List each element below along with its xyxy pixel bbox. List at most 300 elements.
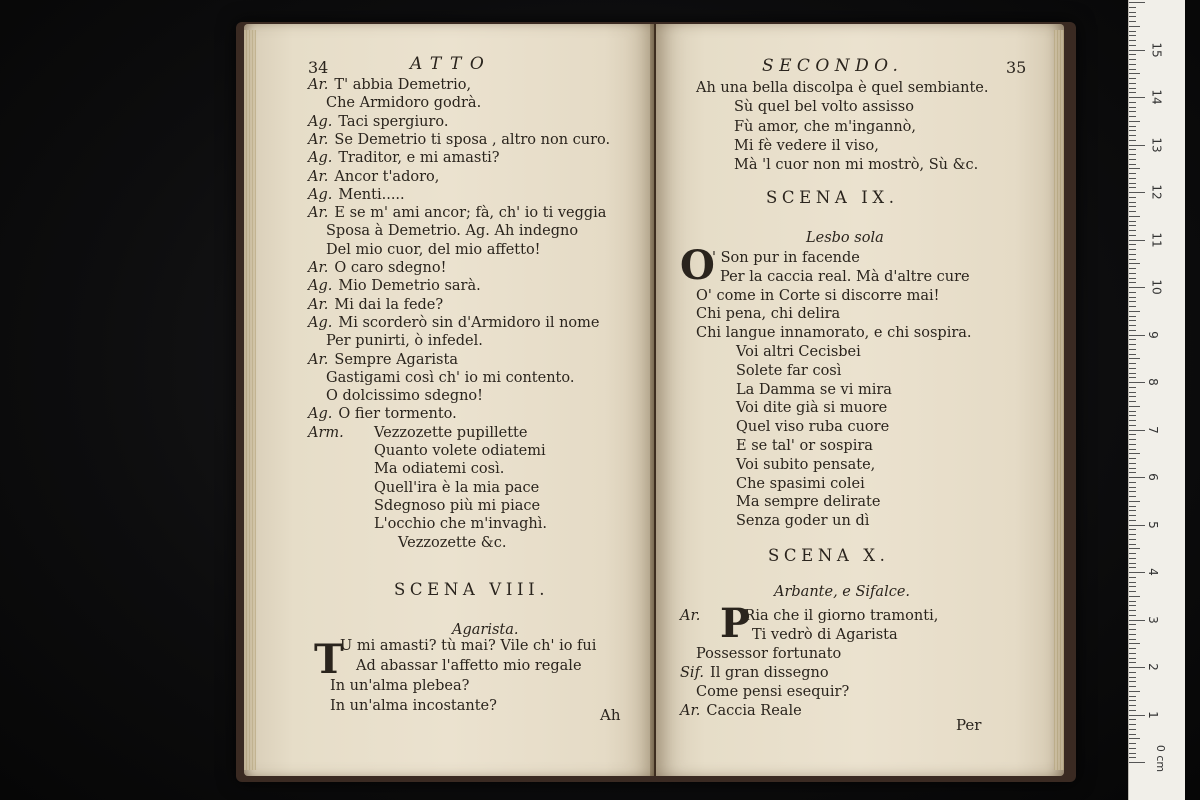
speaker-label: Ag.	[308, 278, 333, 295]
ruler-tick	[1129, 64, 1136, 65]
dialogue-text: Quanto volete odiatemi	[374, 443, 546, 459]
ruler-tick	[1129, 734, 1136, 735]
ruler-tick	[1129, 368, 1136, 369]
dialogue-line	[374, 498, 540, 514]
dialogue-text: Per punirti, ò infedel.	[326, 333, 483, 350]
dialogue-line	[326, 95, 481, 111]
ruler-tick	[1129, 387, 1136, 388]
dialogue-line	[308, 425, 527, 441]
ruler-tick	[1129, 639, 1136, 640]
ruler-tick	[1129, 116, 1136, 117]
dialogue-text: Come pensi esequir?	[696, 684, 850, 700]
ruler-tick	[1129, 154, 1136, 155]
right-page	[656, 24, 1064, 776]
dialogue-line	[680, 703, 802, 719]
ruler-tick	[1129, 434, 1136, 435]
dialogue-line	[398, 535, 506, 551]
open-book	[244, 24, 1064, 776]
dialogue-text: Quell'ira è la mia pace	[374, 479, 540, 496]
ruler-tick	[1129, 45, 1136, 46]
ruler-tick	[1129, 249, 1136, 250]
ruler-tick	[1129, 724, 1136, 725]
ruler-tick	[1129, 563, 1136, 564]
ruler-tick	[1129, 363, 1136, 364]
ruler-tick	[1129, 591, 1136, 592]
ruler-number: 8	[1145, 378, 1160, 386]
ruler-tick	[1129, 463, 1136, 464]
ruler-tick	[1129, 97, 1145, 98]
ruler-tick	[1129, 401, 1136, 402]
ruler-tick	[1129, 358, 1140, 359]
ruler-tick	[1129, 605, 1136, 606]
ruler-tick	[1129, 672, 1136, 673]
ruler-tick	[1129, 615, 1136, 616]
scene-viii-line: Ad abassar l'affetto mio regale	[356, 658, 582, 674]
ruler-number: 15	[1149, 41, 1164, 58]
ruler-tick	[1129, 306, 1136, 307]
ruler-tick	[1129, 26, 1140, 27]
ruler-tick	[1129, 449, 1136, 450]
scene-ix-line: Che spasimi colei	[736, 475, 865, 492]
ruler-tick	[1129, 691, 1140, 692]
ruler-tick	[1129, 496, 1136, 497]
ruler-tick	[1129, 135, 1136, 136]
ruler-tick	[1129, 92, 1136, 93]
speaker-label: Ag.	[308, 186, 333, 203]
speaker-label: Ar.	[308, 77, 329, 93]
ruler-number: 9	[1145, 330, 1160, 339]
ruler-tick	[1129, 216, 1140, 217]
dialogue-line	[308, 315, 599, 331]
dialogue-text: Ria che il giorno tramonti,	[744, 608, 939, 624]
ruler-tick	[1129, 78, 1136, 79]
ruler-tick	[1129, 168, 1140, 169]
ruler-tick	[1129, 567, 1136, 568]
drop-cap-p: P	[720, 600, 751, 647]
dialogue-line	[374, 480, 539, 496]
ruler-tick	[1129, 206, 1136, 207]
ruler-tick	[1129, 88, 1136, 89]
scene-viii-line: In un'alma incostante?	[330, 698, 497, 714]
speaker-label: Ar.	[308, 351, 329, 368]
dialogue-text: Che Armidoro godrà.	[326, 95, 482, 112]
ruler-tick	[1129, 681, 1136, 682]
dialogue-text: Gastigami così ch' io mi contento.	[326, 369, 575, 386]
measuring-ruler	[1128, 0, 1185, 800]
ruler-tick	[1129, 382, 1145, 383]
ruler-number: 7	[1145, 425, 1160, 434]
dialogue-text: T' abbia Demetrio,	[334, 77, 472, 93]
ruler-tick	[1129, 235, 1136, 236]
ruler-tick	[1129, 653, 1136, 654]
ruler-tick	[1129, 59, 1136, 60]
speaker-label: Ar.	[308, 168, 329, 185]
ruler-tick	[1129, 582, 1136, 583]
ruler-tick	[1129, 373, 1136, 374]
ruler-tick	[1129, 178, 1136, 179]
ruler-tick	[1129, 244, 1136, 245]
dialogue-line	[680, 608, 938, 624]
scene-ix-line: Solete far così	[736, 362, 842, 379]
ruler-tick	[1129, 710, 1136, 711]
ruler-tick	[1129, 482, 1136, 483]
scene-ix-cue: Lesbo sola	[806, 230, 884, 246]
ruler-tick	[1129, 149, 1136, 150]
ruler-tick	[1129, 624, 1136, 625]
dialogue-line	[326, 242, 541, 258]
ruler-tick	[1129, 330, 1136, 331]
speaker-label: Ar.	[308, 131, 329, 148]
dialogue-text: Ti vedrò di Agarista	[752, 627, 898, 643]
dialogue-text: Caccia Reale	[706, 703, 802, 719]
ruler-tick	[1129, 111, 1136, 112]
ruler-tick	[1129, 377, 1136, 378]
ruler-tick	[1129, 596, 1140, 597]
dialogue-text: Traditor, e mi amasti?	[338, 150, 500, 167]
ruler-tick	[1129, 529, 1136, 530]
ruler-number: 2	[1145, 663, 1160, 671]
ruler-tick	[1129, 297, 1136, 298]
ruler-tick	[1129, 620, 1145, 621]
left-page-number: 34	[308, 58, 329, 77]
dialogue-line	[326, 388, 483, 404]
ruler-tick	[1129, 715, 1145, 716]
scene-ix-line: E se tal' or sospira	[736, 438, 873, 454]
dialogue-line	[308, 278, 481, 294]
ruler-tick	[1129, 586, 1136, 587]
ruler-tick	[1129, 487, 1136, 488]
dialogue-line	[308, 77, 471, 93]
speaker-label: Ar.	[308, 205, 329, 222]
scene-viii-cue: Agarista.	[452, 622, 519, 638]
dialogue-text: O fier tormento.	[338, 406, 457, 423]
ruler-tick	[1129, 558, 1136, 559]
dialogue-line	[308, 132, 610, 148]
scene-x-title: SCENA X.	[768, 546, 890, 565]
ruler-tick	[1129, 425, 1136, 426]
ruler-tick	[1129, 491, 1136, 492]
ruler-tick	[1129, 21, 1136, 22]
dialogue-text: Il gran dissegno	[710, 665, 829, 681]
ruler-tick	[1129, 344, 1136, 345]
right-page-header: SECONDO.	[762, 56, 904, 76]
scene-ix-line: Senza goder un dì	[736, 513, 870, 530]
ruler-tick	[1129, 339, 1136, 340]
ruler-tick	[1129, 2, 1145, 3]
ruler-tick	[1129, 7, 1136, 8]
ruler-tick	[1129, 468, 1136, 469]
ruler-tick	[1129, 107, 1136, 108]
page-edge-right	[1054, 30, 1064, 770]
ruler-tick	[1129, 525, 1145, 526]
ruler-number: 6	[1145, 473, 1160, 481]
ruler-number: 12	[1149, 184, 1164, 200]
dialogue-text: Vezzozette pupillette	[374, 424, 528, 441]
speaker-label: Ag.	[308, 314, 333, 331]
dialogue-text: Possessor fortunato	[696, 646, 842, 662]
left-page-header: ATTO	[410, 54, 493, 74]
scene-ix-line: Voi dite già si muore	[736, 400, 888, 417]
right-catchword: Per	[956, 716, 982, 734]
ruler-tick	[1129, 743, 1136, 744]
scene-ix-line: O' come in Corte si discorre mai!	[696, 287, 940, 304]
ruler-tick	[1129, 83, 1136, 84]
speaker-label: Ar.	[308, 296, 329, 313]
scene-viii-line: U mi amasti? tù mai? Vile ch' io fui	[340, 638, 597, 654]
dialogue-line	[308, 297, 443, 313]
ruler-number: 10	[1149, 279, 1164, 295]
right-page-number: 35	[1006, 58, 1027, 77]
ruler-tick	[1129, 183, 1136, 184]
ruler-tick	[1129, 54, 1136, 55]
scene-ix-line: Ma sempre delirate	[736, 494, 881, 511]
ruler-tick	[1129, 420, 1136, 421]
ruler-tick	[1129, 643, 1140, 644]
ruler-tick	[1129, 572, 1145, 573]
dialogue-text: Sposa à Demetrio. Ag. Ah indegno	[326, 223, 579, 240]
ruler-tick	[1129, 202, 1136, 203]
dialogue-text: Ancor t'adoro,	[334, 168, 440, 185]
ruler-tick	[1129, 173, 1136, 174]
left-page	[244, 24, 654, 776]
dialogue-line	[326, 370, 574, 386]
dialogue-line	[308, 352, 458, 368]
ruler-tick	[1129, 658, 1136, 659]
ruler-tick	[1129, 520, 1136, 521]
dialogue-text: Menti.....	[338, 186, 405, 203]
ruler-number: 13	[1149, 136, 1164, 153]
page-edge-left	[244, 30, 256, 770]
dialogue-line	[374, 516, 547, 532]
scene-ix-line: Voi subito pensate,	[736, 456, 876, 473]
dialogue-text: Se Demetrio ti sposa , altro non curo.	[334, 131, 611, 148]
ruler-tick	[1129, 145, 1145, 146]
ruler-tick	[1129, 501, 1140, 502]
speaker-label: Ag.	[308, 113, 333, 130]
ruler-tick	[1129, 719, 1136, 720]
ruler-tick	[1129, 577, 1136, 578]
dialogue-text: Sempre Agarista	[334, 351, 458, 368]
scene-x-cue: Arbante, e Sifalce.	[774, 584, 911, 600]
verse-line: Mà 'l cuor non mi mostrò, Sù &c.	[734, 157, 979, 173]
ruler-tick	[1129, 677, 1136, 678]
verse-line: Fù amor, che m'ingannò,	[734, 119, 916, 135]
dialogue-line	[680, 665, 829, 681]
dialogue-line	[374, 461, 504, 477]
ruler-tick	[1129, 325, 1136, 326]
ruler-tick	[1129, 610, 1136, 611]
dialogue-line	[374, 443, 546, 459]
scene-ix-title: SCENA IX.	[766, 188, 899, 207]
scene-ix-line: Quel viso ruba cuore	[736, 419, 890, 436]
ruler-tick	[1129, 287, 1145, 288]
verse-line: Sù quel bel volto assisso	[734, 99, 914, 115]
ruler-tick	[1129, 221, 1136, 222]
ruler-tick	[1129, 444, 1136, 445]
dialogue-line	[696, 646, 841, 662]
ruler-tick	[1129, 31, 1136, 32]
ruler-tick	[1129, 439, 1136, 440]
speaker-label: Ar.	[680, 608, 701, 624]
dialogue-line	[308, 114, 448, 130]
ruler-tick	[1129, 510, 1136, 511]
dialogue-text: Sdegnoso più mi piace	[374, 497, 541, 514]
ruler-tick	[1129, 316, 1136, 317]
ruler-tick	[1129, 548, 1140, 549]
speaker-label: Ar.	[308, 260, 329, 276]
ruler-number: 1	[1145, 710, 1160, 719]
dialogue-line	[308, 187, 405, 203]
ruler-tick	[1129, 187, 1136, 188]
ruler-tick	[1129, 263, 1140, 264]
ruler-unit-label: 0 cm	[1154, 744, 1168, 773]
scene-ix-line: Chi langue innamorato, e chi sospira.	[696, 325, 972, 342]
scene-ix-line: Voi altri Cecisbei	[736, 344, 861, 360]
ruler-tick	[1129, 311, 1140, 312]
ruler-tick	[1129, 539, 1136, 540]
drop-cap-t: T	[314, 636, 344, 683]
verse-line: Ah una bella discolpa è quel sembiante.	[696, 80, 989, 96]
ruler-tick	[1129, 458, 1136, 459]
speaker-label: Arm.	[308, 424, 344, 441]
ruler-tick	[1129, 349, 1136, 350]
ruler-tick	[1129, 16, 1136, 17]
ruler-tick	[1129, 335, 1145, 336]
ruler-tick	[1129, 73, 1140, 74]
ruler-tick	[1129, 406, 1140, 407]
dialogue-text: Vezzozette &c.	[398, 534, 507, 551]
dialogue-text: L'occhio che m'invaghì.	[374, 516, 547, 533]
ruler-tick	[1129, 515, 1136, 516]
speaker-label: Ag.	[308, 150, 333, 167]
ruler-tick	[1129, 757, 1136, 758]
ruler-tick	[1129, 69, 1136, 70]
ruler-tick	[1129, 453, 1140, 454]
ruler-tick	[1129, 662, 1136, 663]
ruler-tick	[1129, 121, 1140, 122]
ruler-number: 11	[1149, 231, 1164, 248]
ruler-tick	[1129, 211, 1136, 212]
dialogue-text: O dolcissimo sdegno!	[326, 388, 483, 405]
dialogue-line	[326, 223, 578, 239]
ruler-tick	[1129, 506, 1136, 507]
scene-ix-line: Chi pena, chi delira	[696, 306, 841, 323]
ruler-tick	[1129, 729, 1136, 730]
ruler-tick	[1129, 254, 1136, 255]
ruler-tick	[1129, 544, 1136, 545]
drop-cap-o: O	[680, 242, 715, 289]
dialogue-line	[308, 260, 446, 276]
speaker-label: Ag.	[308, 406, 333, 423]
ruler-tick	[1129, 230, 1136, 231]
ruler-tick	[1129, 35, 1136, 36]
left-catchword: Ah	[600, 706, 621, 724]
ruler-tick	[1129, 629, 1136, 630]
dialogue-line	[308, 150, 500, 166]
ruler-tick	[1129, 477, 1145, 478]
ruler-tick	[1129, 40, 1136, 41]
speaker-label: Sif.	[680, 665, 705, 681]
ruler-tick	[1129, 102, 1136, 103]
ruler-tick	[1129, 130, 1136, 131]
scene-viii-title: SCENA VIII.	[394, 580, 550, 599]
ruler-tick	[1129, 192, 1145, 193]
dialogue-text: O caro sdegno!	[334, 260, 447, 276]
ruler-tick	[1129, 472, 1136, 473]
verse-line: Mi fè vedere il viso,	[734, 138, 879, 154]
scene-ix-line: ' Son pur in facende	[712, 250, 860, 266]
ruler-tick	[1129, 12, 1136, 13]
scene-ix-line: La Damma se vi mira	[736, 381, 892, 398]
scene-ix-line: Per la caccia real. Mà d'altre cure	[720, 268, 970, 285]
ruler-tick	[1129, 126, 1136, 127]
ruler-tick	[1129, 601, 1136, 602]
ruler-tick	[1129, 292, 1136, 293]
ruler-tick	[1129, 164, 1136, 165]
ruler-tick	[1129, 411, 1136, 412]
ruler-tick	[1129, 320, 1136, 321]
ruler-number: 5	[1145, 520, 1160, 529]
ruler-tick	[1129, 225, 1136, 226]
dialogue-line	[752, 627, 898, 643]
ruler-tick	[1129, 753, 1136, 754]
ruler-tick	[1129, 430, 1145, 431]
ruler-tick	[1129, 696, 1136, 697]
ruler-tick	[1129, 396, 1136, 397]
ruler-number: 4	[1145, 568, 1160, 576]
ruler-tick	[1129, 259, 1136, 260]
dialogue-line	[696, 684, 849, 700]
ruler-tick	[1129, 301, 1136, 302]
dialogue-text: E se m' ami ancor; fà, ch' io ti veggia	[334, 205, 607, 222]
ruler-number: 3	[1145, 615, 1160, 624]
dialogue-line	[308, 406, 457, 422]
dialogue-text: Ma odiatemi così.	[374, 461, 505, 478]
dialogue-line	[308, 169, 439, 185]
speaker-label: Ar.	[680, 703, 701, 719]
ruler-tick	[1129, 140, 1136, 141]
ruler-tick	[1129, 634, 1136, 635]
ruler-tick	[1129, 273, 1136, 274]
ruler-tick	[1129, 240, 1145, 241]
ruler-tick	[1129, 392, 1136, 393]
scene-viii-line: In un'alma plebea?	[330, 678, 470, 694]
ruler-tick	[1129, 762, 1145, 763]
dialogue-line	[308, 205, 606, 221]
ruler-tick	[1129, 553, 1136, 554]
ruler-tick	[1129, 748, 1136, 749]
ruler-tick	[1129, 534, 1136, 535]
ruler-tick	[1129, 648, 1136, 649]
ruler-tick	[1129, 667, 1145, 668]
ruler-tick	[1129, 700, 1136, 701]
ruler-number: 14	[1149, 89, 1164, 105]
ruler-tick	[1129, 50, 1145, 51]
ruler-tick	[1129, 686, 1136, 687]
ruler-tick	[1129, 197, 1136, 198]
dialogue-text: Mio Demetrio sarà.	[338, 278, 481, 295]
ruler-tick	[1129, 415, 1136, 416]
ruler-tick	[1129, 278, 1136, 279]
ruler-tick	[1129, 282, 1136, 283]
dialogue-text: Mi dai la fede?	[334, 296, 444, 313]
ruler-tick	[1129, 354, 1136, 355]
ruler-tick	[1129, 159, 1136, 160]
dialogue-line	[326, 333, 483, 349]
dialogue-text: Taci spergiuro.	[338, 113, 449, 130]
dialogue-text: Del mio cuor, del mio affetto!	[326, 241, 541, 258]
ruler-tick	[1129, 268, 1136, 269]
